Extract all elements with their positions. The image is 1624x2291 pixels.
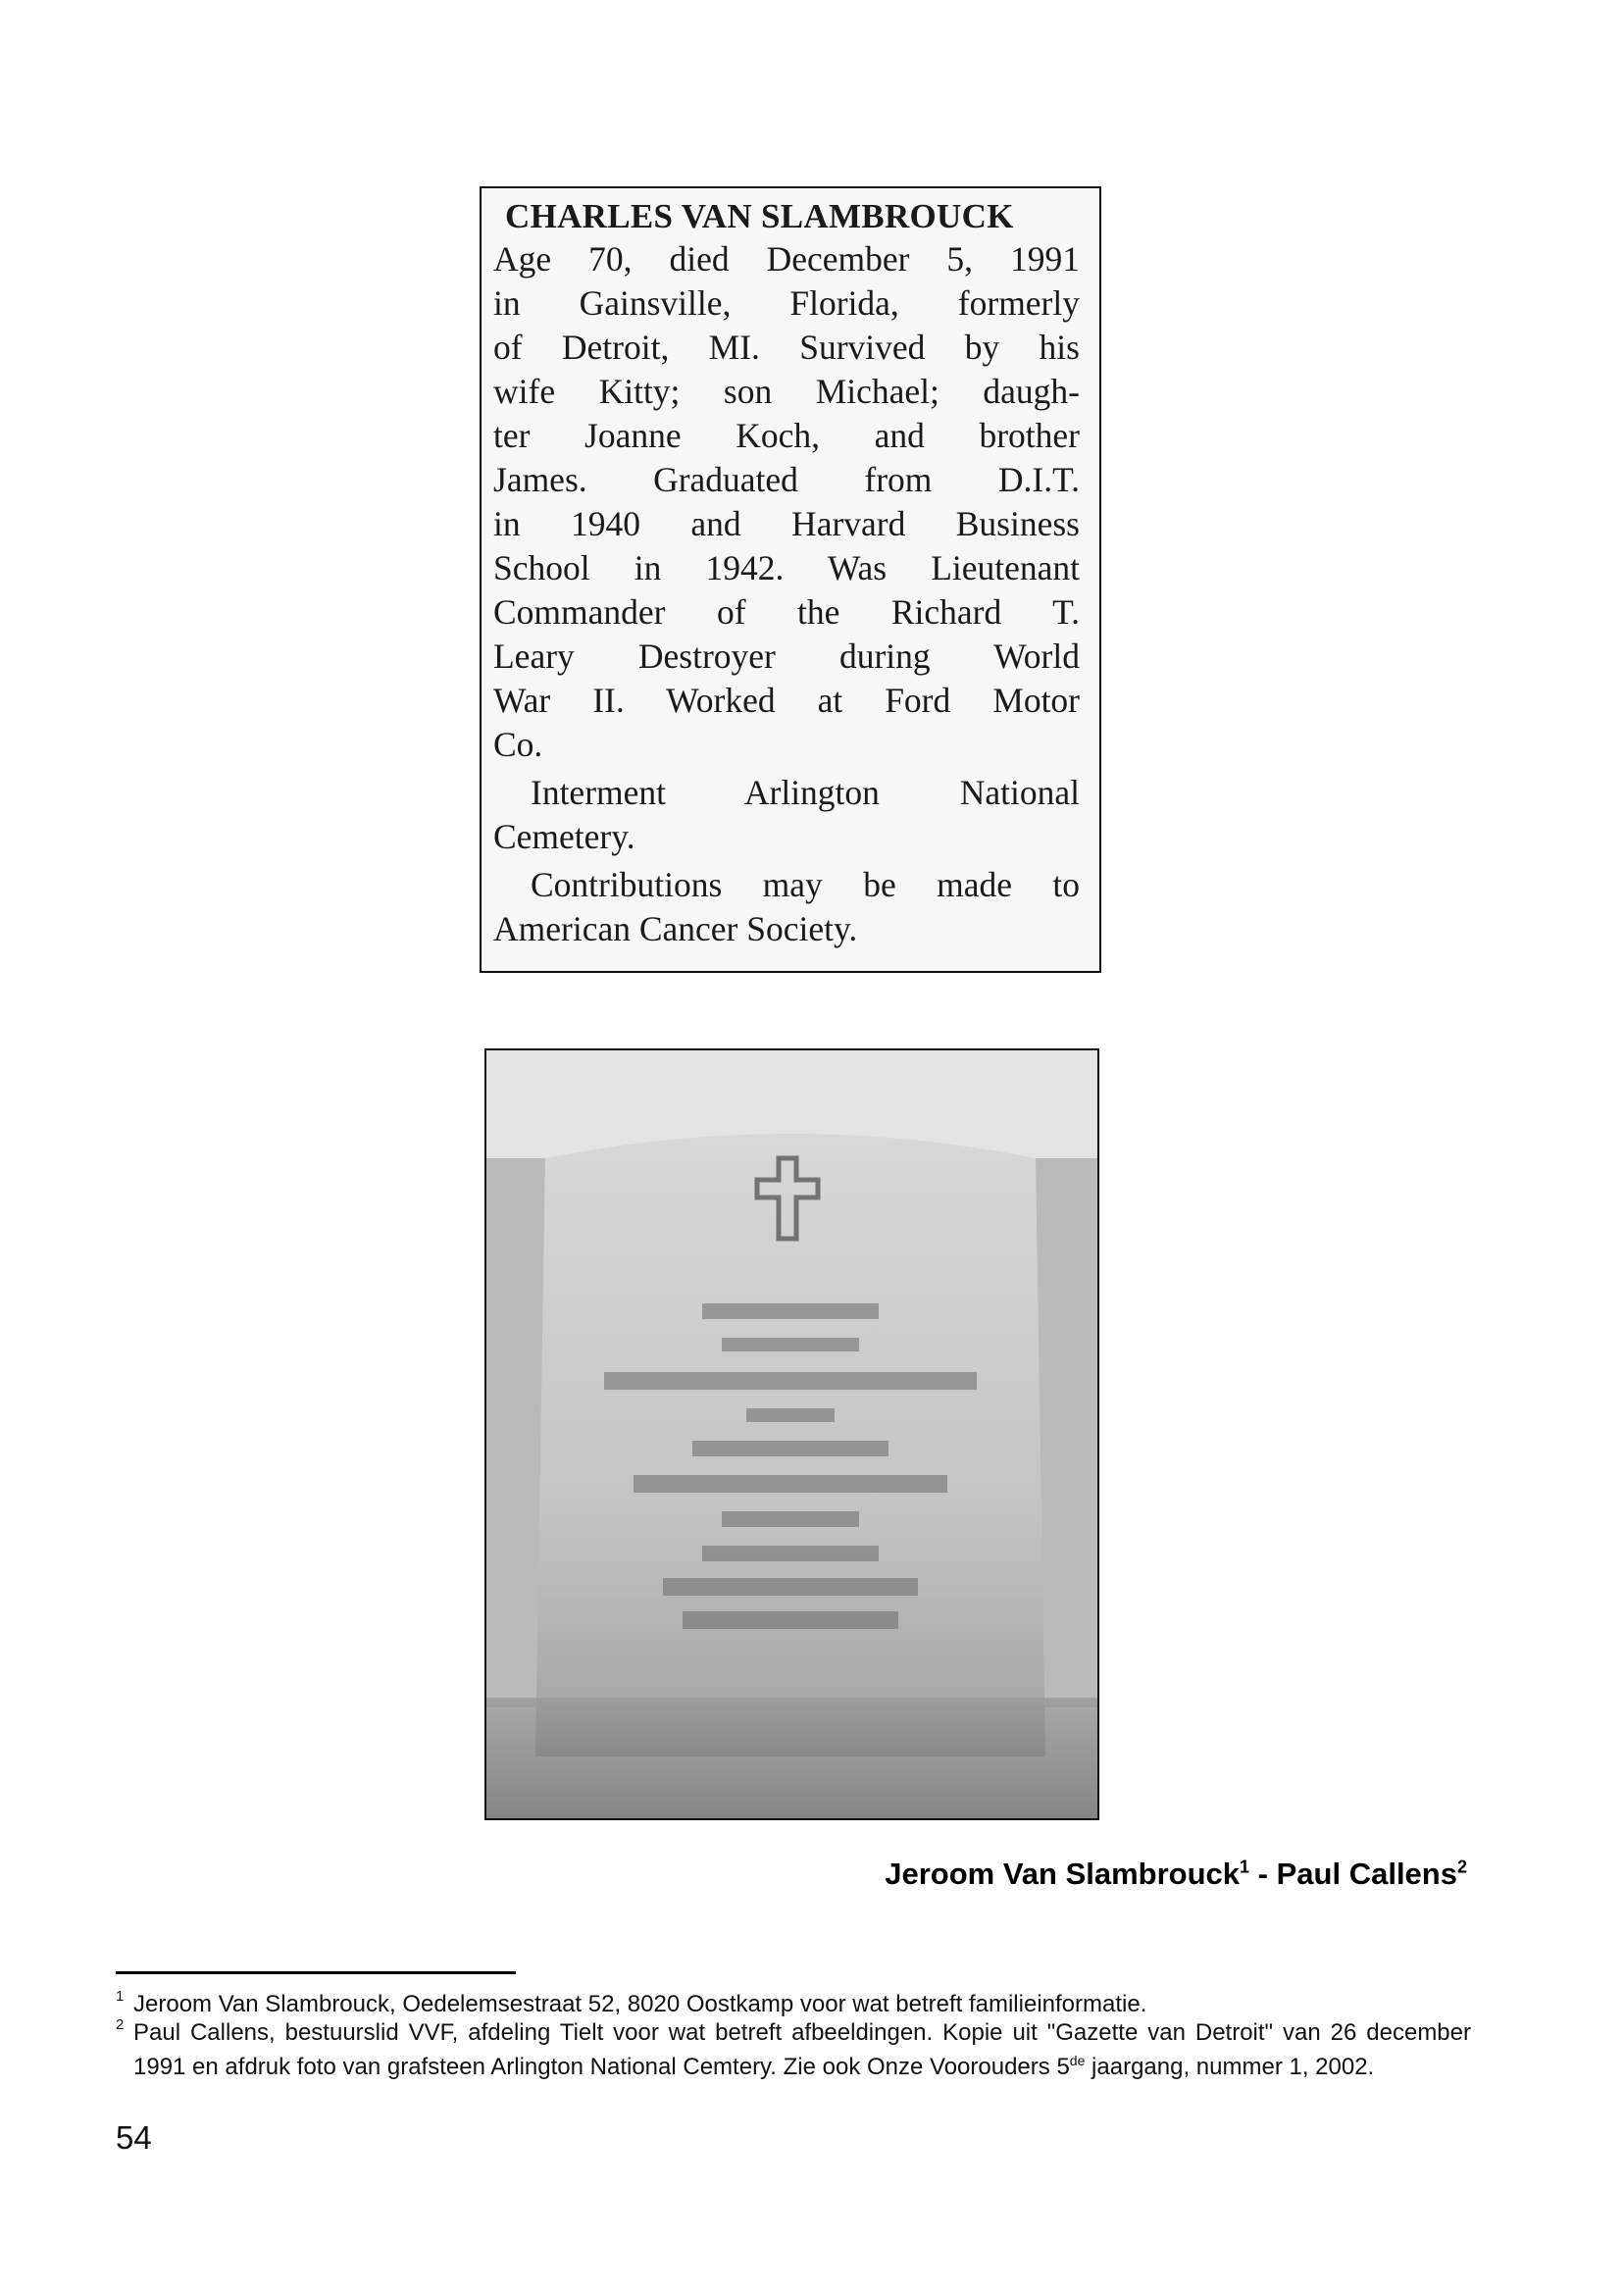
- obituary-line: War II. Worked at Ford Motor: [493, 681, 1080, 720]
- obituary-line: in 1940 and Harvard Business: [493, 504, 1080, 543]
- obituary-line: ter Joanne Koch, and brother: [493, 416, 1080, 455]
- obituary-line: School in 1942. Was Lieutenant: [493, 548, 1080, 587]
- footnote-number: 2: [116, 2016, 125, 2033]
- obituary-line: Leary Destroyer during World: [493, 636, 1080, 676]
- obituary-line: James. Graduated from D.I.T.: [493, 460, 1080, 499]
- page-number: 54: [116, 2119, 152, 2156]
- footnote-divider: [116, 1971, 516, 1974]
- obituary-line: wife Kitty; son Michael; daugh-: [493, 372, 1080, 411]
- footnote-text-part: jaargang, nummer 1, 2002.: [1085, 2054, 1375, 2080]
- gravestone-photo: [484, 1048, 1099, 1820]
- interment-line: Cemetery.: [493, 817, 635, 856]
- obituary-line: of Detroit, MI. Survived by his: [493, 328, 1080, 367]
- footnote: [116, 2018, 1471, 2081]
- byline-separator: -: [1249, 1857, 1277, 1891]
- footnote-text: [133, 2018, 1471, 2081]
- author-name: Jeroom Van Slambrouck: [885, 1857, 1241, 1891]
- footnote-marker: 1: [1240, 1857, 1250, 1877]
- byline: [885, 1857, 1467, 1892]
- obituary-line: Commander of the Richard T.: [493, 592, 1080, 632]
- obituary-title: CHARLES VAN SLAMBROUCK: [505, 197, 1014, 235]
- obituary-line: Co.: [493, 725, 543, 764]
- obituary-clipping: [480, 186, 1101, 973]
- obituary-line: Age 70, died December 5, 1991: [493, 239, 1080, 279]
- footnotes: [116, 1990, 1471, 2081]
- footnote-marker: 2: [1456, 1857, 1467, 1877]
- footnote-ordinal: de: [1069, 2053, 1086, 2068]
- footnote-number: 1: [116, 1988, 125, 2005]
- contributions-paragraph: [493, 863, 1080, 951]
- interment-line: Interment Arlington National: [531, 773, 1080, 812]
- footnote-text-part: Paul Callens, bestuurslid VVF, afdeling Tielt voor wat betreft afbeeldingen. Kopie uit "Gazette van Detroit" van 26 december 1991 en afdruk foto van grafsteen Arlington National Cemtery. Zie ook Onze Voorouders 5: [133, 2019, 1471, 2080]
- footnote-text: Jeroom Van Slambrouck, Oedelemsestraat 52, 8020 Oostkamp voor wat betreft familieinformatie.: [133, 1991, 1147, 2017]
- contributions-line: American Cancer Society.: [493, 909, 858, 948]
- gravestone-image: [486, 1050, 1097, 1818]
- obituary-line: in Gainsville, Florida, formerly: [493, 283, 1080, 323]
- author-name: Paul Callens: [1276, 1857, 1457, 1891]
- footnote: [116, 1990, 1471, 2018]
- interment-paragraph: [493, 771, 1080, 859]
- contributions-line: Contributions may be made to: [531, 865, 1080, 904]
